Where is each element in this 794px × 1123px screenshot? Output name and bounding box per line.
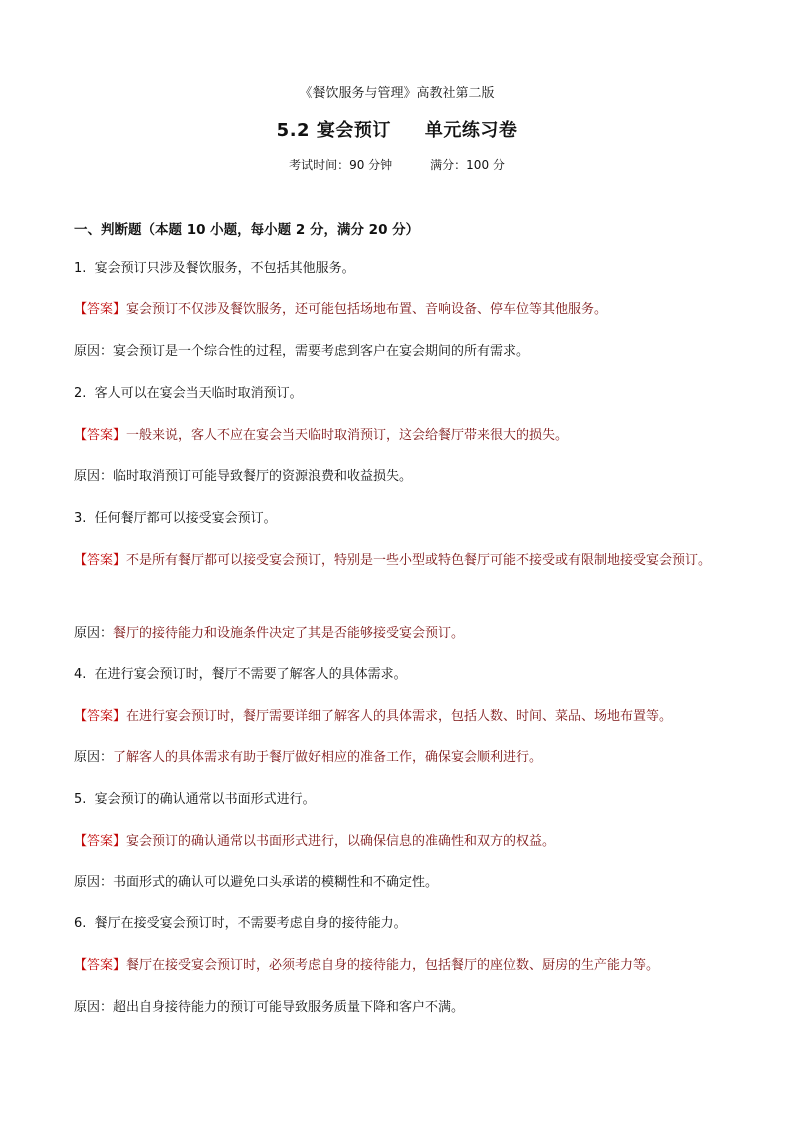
section-heading: 一、判断题（本题 10 小题，每小题 2 分，满分 20 分）: [74, 222, 420, 238]
page-title: [0, 116, 794, 142]
answer-line: [74, 300, 734, 320]
answer-tag: 【答案】: [74, 834, 127, 849]
full-score: 满分：100 分: [430, 158, 505, 172]
reason-label: 原因：: [74, 750, 114, 765]
reason-label: 原因：: [74, 344, 114, 359]
answer-line: [74, 426, 734, 446]
answer-tag: 【答案】: [74, 302, 127, 317]
reason-label: 原因：: [74, 626, 114, 641]
question-number: 3.: [74, 511, 87, 526]
question-number: 4.: [74, 667, 87, 682]
question-number: 1.: [74, 261, 87, 276]
question-item: [74, 790, 734, 810]
answer-text: 在进行宴会预订时，餐厅需要详细了解客人的具体需求，包括人数、时间、菜品、场地布置等。: [126, 709, 673, 724]
question-text: 在进行宴会预订时，餐厅不需要了解客人的具体需求。: [94, 667, 407, 682]
reason-text: 餐厅的接待能力和设施条件决定了其是否能够接受宴会预订。: [113, 626, 465, 641]
reason-line: [74, 624, 734, 644]
question-item: [74, 384, 734, 404]
reason-line: [74, 998, 734, 1018]
document-subtitle: 《餐饮服务与管理》高教社第二版: [299, 86, 495, 101]
reason-label: 原因：: [74, 875, 114, 890]
question-text: 宴会预订的确认通常以书面形式进行。: [94, 792, 316, 807]
reason-text: 了解客人的具体需求有助于餐厅做好相应的准备工作，确保宴会顺利进行。: [113, 750, 543, 765]
question-text: 宴会预订只涉及餐饮服务，不包括其他服务。: [94, 261, 355, 276]
reason-label: 原因：: [74, 1000, 114, 1015]
question-item: [74, 259, 734, 279]
title-lesson: 5.2 宴会预订: [276, 120, 391, 141]
answer-text: 宴会预订不仅涉及餐饮服务，还可能包括场地布置、音响设备、停车位等其他服务。: [126, 302, 608, 317]
exam-info: [0, 156, 794, 173]
answer-text: 一般来说，客人不应在宴会当天临时取消预订，这会给餐厅带来很大的损失。: [126, 428, 569, 443]
answer-tag: 【答案】: [74, 428, 127, 443]
question-number: 5.: [74, 792, 87, 807]
question-text: 任何餐厅都可以接受宴会预订。: [94, 511, 277, 526]
reason-line: [74, 342, 734, 362]
title-exam-name: 单元练习卷: [424, 120, 518, 141]
question-item: [74, 914, 734, 934]
answer-tag: 【答案】: [74, 709, 127, 724]
exam-time: 考试时间：90 分钟: [289, 158, 393, 172]
reason-text: 书面形式的确认可以避免口头承诺的模糊性和不确定性。: [113, 875, 439, 890]
reason-line: [74, 873, 734, 893]
reason-label: 原因：: [74, 469, 114, 484]
question-number: 2.: [74, 386, 87, 401]
question-text: 客人可以在宴会当天临时取消预订。: [94, 386, 303, 401]
answer-text: 不是所有餐厅都可以接受宴会预订，特别是一些小型或特色餐厅可能不接受或有限制地接受宴会预订。: [126, 553, 712, 568]
question-item: [74, 509, 734, 529]
reason-text: 临时取消预订可能导致餐厅的资源浪费和收益损失。: [113, 469, 413, 484]
answer-tag: 【答案】: [74, 958, 127, 973]
reason-text: 宴会预订是一个综合性的过程，需要考虑到客户在宴会期间的所有需求。: [113, 344, 530, 359]
answer-text: 宴会预订的确认通常以书面形式进行，以确保信息的准确性和双方的权益。: [126, 834, 556, 849]
reason-text: 超出自身接待能力的预订可能导致服务质量下降和客户不满。: [113, 1000, 465, 1015]
question-text: 餐厅在接受宴会预订时，不需要考虑自身的接待能力。: [94, 916, 407, 931]
answer-line: [74, 832, 734, 852]
reason-line: [74, 748, 734, 768]
answer-line: [74, 956, 734, 976]
answer-text: 餐厅在接受宴会预订时，必须考虑自身的接待能力，包括餐厅的座位数、厨房的生产能力等。: [126, 958, 660, 973]
answer-line: [74, 707, 734, 727]
answer-line: [74, 545, 734, 577]
answer-tag: 【答案】: [74, 553, 127, 568]
question-item: [74, 665, 734, 685]
question-number: 6.: [74, 916, 87, 931]
reason-line: [74, 467, 734, 487]
